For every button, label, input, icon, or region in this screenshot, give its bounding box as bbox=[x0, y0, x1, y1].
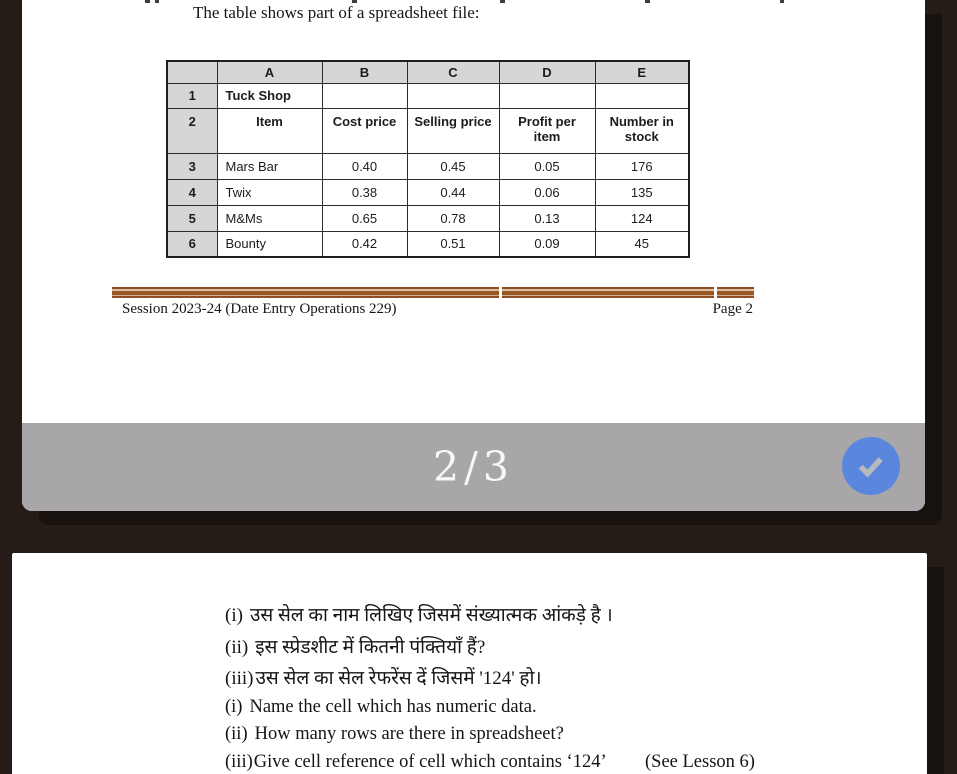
row-number: 2 bbox=[167, 108, 217, 153]
cropped-line-fragment bbox=[780, 0, 784, 3]
page-footer bbox=[122, 301, 753, 318]
cell: Tuck Shop bbox=[217, 83, 322, 108]
table-row bbox=[167, 61, 689, 83]
cell: Cost price bbox=[322, 108, 407, 153]
document-page-2[interactable] bbox=[12, 553, 927, 774]
question-number: (i) bbox=[225, 697, 243, 717]
page-number-label: Page 2 bbox=[712, 301, 753, 317]
document-page-1[interactable] bbox=[22, 0, 925, 511]
row-number: 4 bbox=[167, 179, 217, 205]
cell: 0.45 bbox=[407, 153, 499, 179]
footer-rule bbox=[112, 287, 757, 298]
question-line-english-1 bbox=[225, 697, 537, 718]
column-header: C bbox=[407, 61, 499, 83]
footer-rule-segment bbox=[112, 287, 499, 298]
question-number: (iii) bbox=[225, 668, 254, 689]
cell: 0.06 bbox=[499, 179, 595, 205]
intro-text: The table shows part of a spreadsheet file: bbox=[193, 3, 480, 22]
cell bbox=[407, 83, 499, 108]
question-number: (i) bbox=[225, 605, 243, 626]
page-indicator-bar bbox=[22, 423, 925, 511]
cell: 0.51 bbox=[407, 231, 499, 257]
footer-rule-segment bbox=[502, 287, 714, 298]
cell: 0.40 bbox=[322, 153, 407, 179]
cell: 0.42 bbox=[322, 231, 407, 257]
question-line-hindi-1 bbox=[225, 601, 613, 627]
cropped-line-fragment bbox=[645, 0, 650, 3]
table-row bbox=[167, 153, 689, 179]
page-indicator-label: 2/3 bbox=[433, 443, 514, 491]
question-text: उस सेल का सेल रेफरेंस दें जिसमें '124' हो। bbox=[255, 668, 542, 689]
cropped-line-fragment bbox=[155, 0, 159, 3]
row-number: 5 bbox=[167, 205, 217, 231]
question-line-english-3 bbox=[225, 752, 607, 773]
column-header: B bbox=[322, 61, 407, 83]
table-row bbox=[167, 205, 689, 231]
question-line-hindi-2 bbox=[225, 633, 485, 659]
cell: 0.65 bbox=[322, 205, 407, 231]
corner-cell bbox=[167, 61, 217, 83]
table-row bbox=[167, 231, 689, 257]
question-text: इस स्प्रेडशीट में कितनी पंक्तियाँ हैं? bbox=[255, 637, 486, 658]
cell: 0.78 bbox=[407, 205, 499, 231]
cell: 0.44 bbox=[407, 179, 499, 205]
question-text: Name the cell which has numeric data. bbox=[249, 697, 537, 717]
cell: Item bbox=[217, 108, 322, 153]
cell: 0.13 bbox=[499, 205, 595, 231]
row-number: 6 bbox=[167, 231, 217, 257]
row-number: 3 bbox=[167, 153, 217, 179]
question-line-english-2 bbox=[225, 724, 564, 745]
question-number: (iii) bbox=[225, 752, 253, 772]
cell: Twix bbox=[217, 179, 322, 205]
table-row bbox=[167, 108, 689, 153]
question-text: Give cell reference of cell which contains ‘124’ bbox=[253, 752, 607, 772]
cropped-line-fragment bbox=[500, 0, 505, 3]
cell: Number in stock bbox=[595, 108, 689, 153]
cell: 0.09 bbox=[499, 231, 595, 257]
question-number: (ii) bbox=[225, 724, 248, 744]
cropped-line-fragment bbox=[145, 0, 150, 3]
cell: Selling price bbox=[407, 108, 499, 153]
session-label: Session 2023-24 (Date Entry Operations 229) bbox=[122, 301, 397, 317]
cell: Bounty bbox=[217, 231, 322, 257]
lesson-reference: (See Lesson 6) bbox=[645, 752, 755, 772]
table-row bbox=[167, 179, 689, 205]
spreadsheet-table bbox=[166, 60, 690, 258]
column-header: A bbox=[217, 61, 322, 83]
check-button[interactable] bbox=[842, 437, 900, 495]
cell: 124 bbox=[595, 205, 689, 231]
cell: 176 bbox=[595, 153, 689, 179]
footer-rule-segment bbox=[717, 287, 754, 298]
cell bbox=[499, 83, 595, 108]
cell: 0.05 bbox=[499, 153, 595, 179]
cell: Profit per item bbox=[499, 108, 595, 153]
question-line-hindi-3 bbox=[225, 664, 542, 690]
question-text: How many rows are there in spreadsheet? bbox=[254, 724, 564, 744]
table-row bbox=[167, 83, 689, 108]
row-number: 1 bbox=[167, 83, 217, 108]
cell bbox=[595, 83, 689, 108]
cell: Mars Bar bbox=[217, 153, 322, 179]
cell bbox=[322, 83, 407, 108]
question-text: उस सेल का नाम लिखिए जिसमें संख्यात्मक आंकड़े है । bbox=[249, 605, 613, 626]
column-header: E bbox=[595, 61, 689, 83]
cell: 135 bbox=[595, 179, 689, 205]
cell: 45 bbox=[595, 231, 689, 257]
cell: 0.38 bbox=[322, 179, 407, 205]
cell: M&Ms bbox=[217, 205, 322, 231]
column-header: D bbox=[499, 61, 595, 83]
checkmark-icon bbox=[851, 446, 891, 486]
question-number: (ii) bbox=[225, 637, 249, 658]
